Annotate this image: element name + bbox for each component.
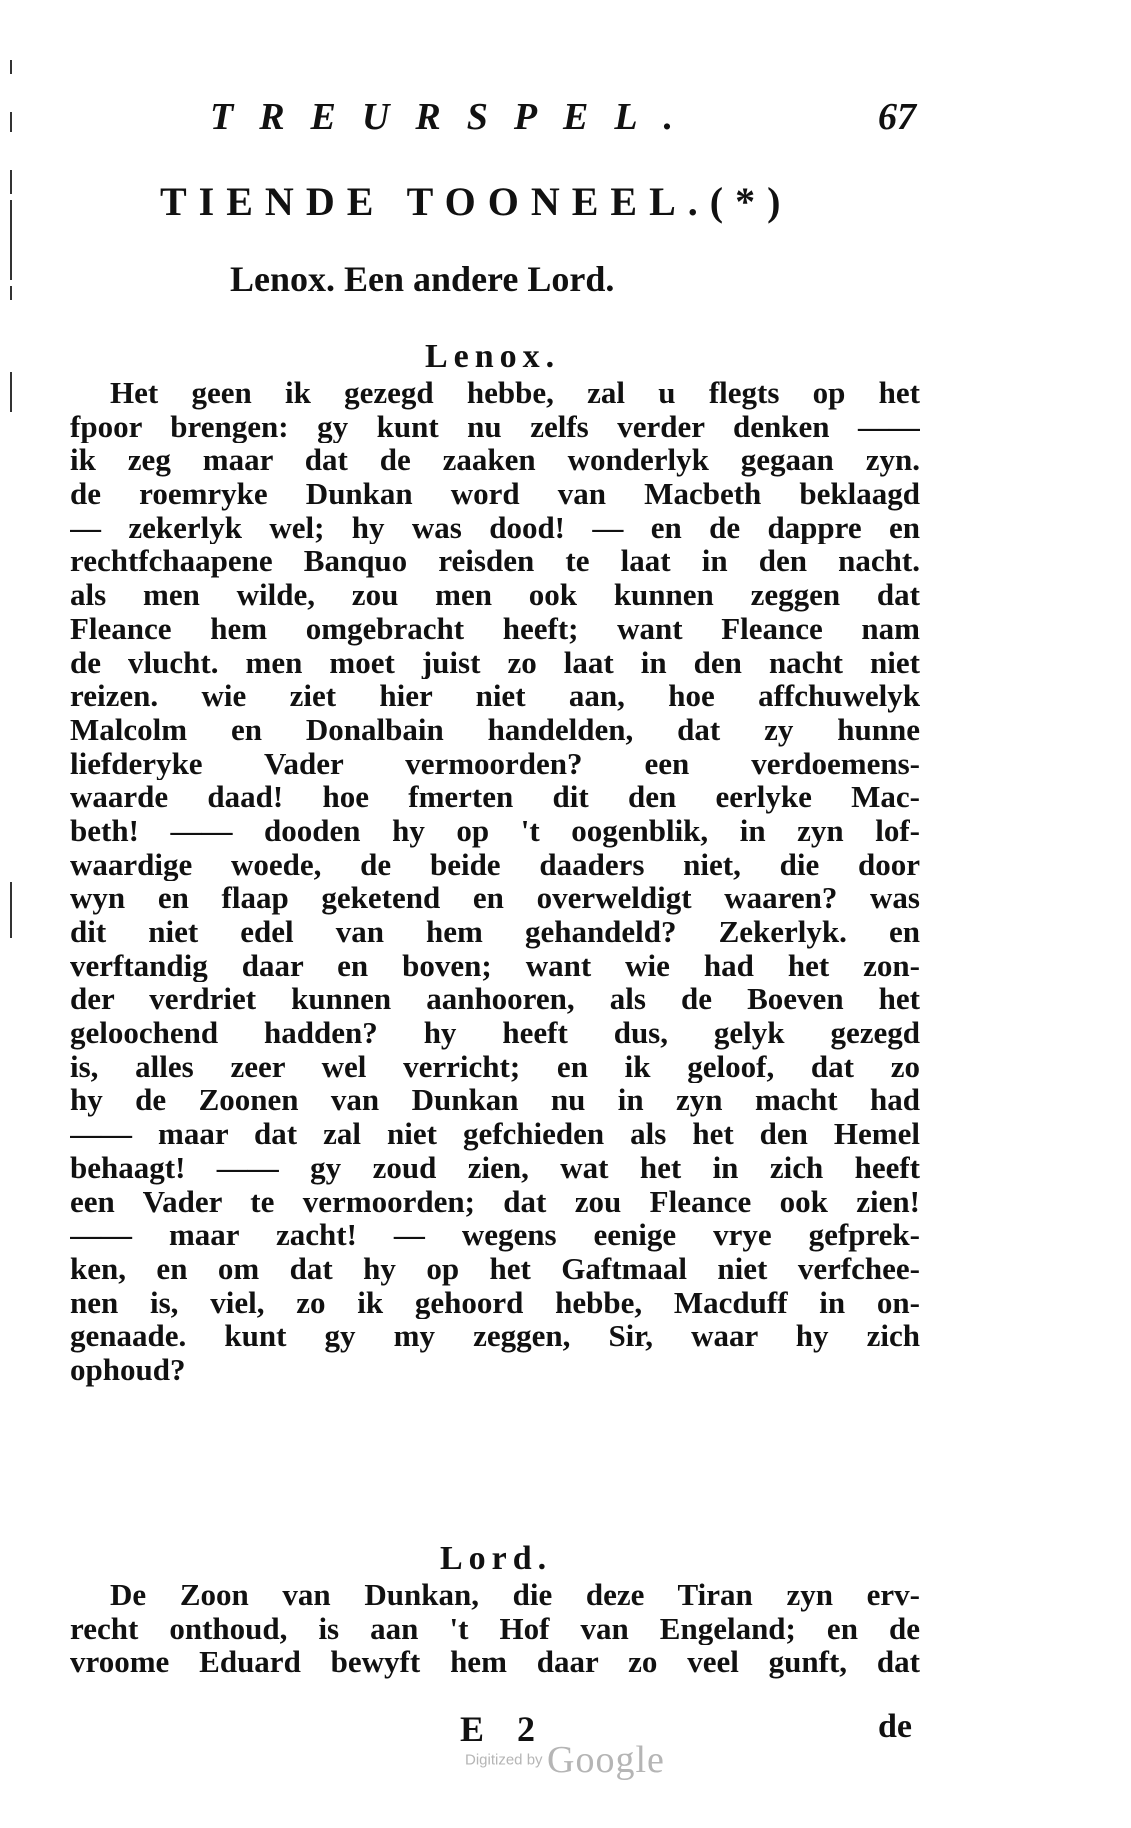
speech-lord	[70, 1578, 920, 1679]
speech-line: Malcolm en Donalbain handelden, dat zy hunne	[70, 712, 920, 747]
speech-line: der verdriet kunnen aanhooren, als de Boeven het	[70, 982, 920, 1017]
signature-mark: E 2	[460, 1709, 548, 1749]
speech-line: De Zoon van Dunkan, die deze Tiran zyn erv-	[110, 1578, 920, 1612]
page-edge-marks	[10, 60, 18, 1060]
character-list: Lenox. Een andere Lord.	[230, 259, 615, 299]
speech-line: recht onthoud, is aan 't Hof van Engeland; en de	[70, 1611, 920, 1646]
speech-line: de vlucht. men moet juist zo laat in den nacht niet	[70, 645, 920, 680]
speech-line: een Vader te vermoorden; dat zou Fleance ook zien!	[70, 1184, 920, 1219]
speech-line: wyn en flaap geketend en overweldigt waaren? was	[70, 881, 920, 915]
speech-lenox	[70, 376, 920, 1387]
scene-title: TIENDE TOONEEL.(*)	[160, 179, 793, 224]
speech-line: waardige woede, de beide daaders niet, die door	[70, 847, 920, 882]
speech-line: ophoud?	[70, 1352, 186, 1387]
speech-line: rechtfchaapene Banquo reisden te laat in den nacht.	[70, 544, 920, 579]
speech-line: ken, en om dat hy op het Gaftmaal niet verfchee-	[70, 1251, 920, 1286]
speech-line: ik zeg maar dat de zaaken wonderlyk gegaan zyn.	[70, 443, 920, 478]
speech-line: — zekerlyk wel; hy was dood! — en de dappre en	[70, 510, 920, 545]
page-number: 67	[878, 96, 916, 138]
speech-line: dit niet edel van hem gehandeld? Zekerlyk. en	[70, 915, 920, 949]
speech-line: verftandig daar en boven; want wie had het zon-	[70, 948, 920, 983]
speech-line: Het geen ik gezegd hebbe, zal u flegts op het	[110, 376, 920, 410]
speech-line: hy de Zoonen van Dunkan nu in zyn macht had	[70, 1083, 920, 1118]
watermark-prefix: Digitized by	[465, 1751, 543, 1769]
digitized-watermark	[465, 1738, 665, 1782]
speech-line: fpoor brengen: gy kunt nu zelfs verder denken ——	[70, 409, 920, 444]
running-head: TREURSPEL.	[210, 96, 700, 138]
speech-line: genaade. kunt gy my zeggen, Sir, waar hy zich	[70, 1319, 920, 1353]
speech-line: als men wilde, zou men ook kunnen zeggen dat	[70, 578, 920, 612]
speech-line: geloochend hadden? hy heeft dus, gelyk gezegd	[70, 1016, 920, 1050]
speech-line: is, alles zeer wel verricht; en ik geloof, dat zo	[70, 1049, 920, 1084]
speech-line: —— maar zacht! — wegens eenige vrye gefprek-	[70, 1218, 920, 1252]
speech-line: waarde daad! hoe fmerten dit den eerlyke Mac-	[70, 780, 920, 814]
google-logo: Google	[547, 1739, 665, 1781]
speaker-label-lord: Lord.	[440, 1540, 553, 1577]
speech-line: vroome Eduard bewyft hem daar zo veel gunft, dat	[70, 1645, 920, 1680]
speech-line: —— maar dat zal niet gefchieden als het den Hemel	[70, 1117, 920, 1151]
speech-line: nen is, viel, zo ik gehoord hebbe, Macduff in on-	[70, 1285, 920, 1320]
speech-line: de roemryke Dunkan word van Macbeth beklaagd	[70, 477, 920, 511]
speech-line: reizen. wie ziet hier niet aan, hoe affchuwelyk	[70, 679, 920, 713]
catchword: de	[878, 1708, 912, 1745]
speech-line: beth! —— dooden hy op 't oogenblik, in zyn lof-	[70, 813, 920, 848]
speech-line: behaagt! —— gy zoud zien, wat het in zich heeft	[70, 1150, 920, 1185]
speech-line: Fleance hem omgebracht heeft; want Fleance nam	[70, 611, 920, 646]
speech-line: liefderyke Vader vermoorden? een verdoemens-	[70, 746, 920, 781]
speaker-label-lenox: Lenox.	[425, 338, 561, 375]
